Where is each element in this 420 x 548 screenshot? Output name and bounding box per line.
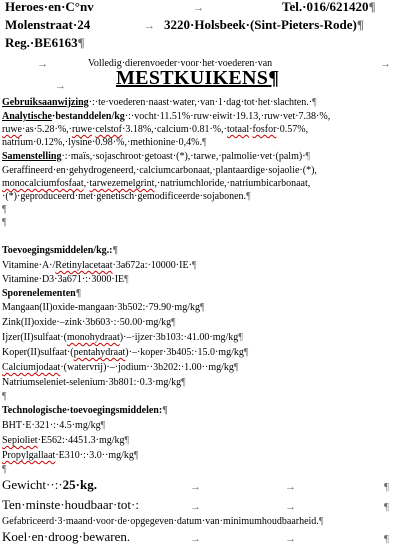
pilcrow-mark: ¶ xyxy=(201,137,207,148)
empty-paragraph xyxy=(2,217,7,229)
product-title-text: MESTKUIKENS xyxy=(116,67,269,89)
calcium-iodate-word: Calciumjodaat xyxy=(2,362,61,373)
pilcrow-mark: ¶ xyxy=(2,217,7,228)
pilcrow-mark: ¶ xyxy=(75,288,82,299)
calcium-iodate-text: ·(watervrij)·–·jodium··3b202:·1.00··mg/kg xyxy=(60,362,234,373)
copper-word: pentahydraat xyxy=(73,347,126,358)
zinc-line xyxy=(2,317,176,329)
pilcrow-mark: ¶ xyxy=(2,464,7,475)
pilcrow-mark: ¶ xyxy=(124,274,129,285)
tab-arrow: → xyxy=(285,481,296,493)
tab-arrow: → xyxy=(285,501,296,513)
propyl-gallate-text: ·E310·:·3.0··mg/kg xyxy=(55,450,134,461)
copper-text: Koper(II)sulfaat·( xyxy=(2,347,74,358)
technological-additives-heading xyxy=(2,405,168,417)
tab-arrow: → xyxy=(380,58,391,70)
sepiolite-text: ·E562:·4451.3·mg/kg xyxy=(37,435,125,446)
registration-text: Reg.·BE6163 xyxy=(5,35,78,50)
analytics-text: ·0.57%, xyxy=(276,124,309,135)
storage-text: Koel·en·droog·bewaren. xyxy=(2,529,131,544)
storage-line xyxy=(2,531,130,543)
composition-text: ,·natriumchloride,·natriumbicarbonaat, xyxy=(154,178,311,189)
zinc-text: Zink(II)oxide·–zink·3b603·:·50.00·mg/kg xyxy=(2,317,172,328)
analytics-text: · xyxy=(91,124,96,135)
composition-word: monocalciumfosfaat xyxy=(2,178,84,189)
analytics-word: fosfor xyxy=(252,124,277,135)
propyl-gallate-word: Propylgallaat xyxy=(2,450,56,461)
pilcrow-mark: ¶ xyxy=(384,533,389,545)
company-name-text: Heroes·en·C°nv xyxy=(5,0,94,14)
tab-arrow: → xyxy=(193,2,204,14)
tab-arrow: → xyxy=(37,58,48,70)
manufactured-text: Gefabriceerd·3·maand·voor·de·opgegeven·datum·van·minimumhoudbaarheid. xyxy=(2,516,319,527)
composition-label: Samenstelling xyxy=(2,151,62,162)
bht-line xyxy=(2,420,105,432)
shelf-life-line xyxy=(2,499,139,511)
tab-arrow: → xyxy=(190,533,201,545)
analytics-label-rest: ·bestanddelen/kg xyxy=(52,111,125,122)
pilcrow-mark: ¶ xyxy=(318,516,324,527)
vitamin-a-word: Retinylacetaat xyxy=(55,260,113,271)
usage-line xyxy=(2,97,317,109)
pilcrow-mark: ¶ xyxy=(368,0,376,14)
iron-text: Ijzer(II)sulfaat·( xyxy=(2,332,67,343)
pilcrow-mark: ¶ xyxy=(305,151,311,162)
pilcrow-mark: ¶ xyxy=(162,405,168,416)
pilcrow-mark: ¶ xyxy=(233,362,239,373)
composition-text: ·:·maïs,·sojaschroot·getoast·(*),·tarwe,·palmolie·vet·(palm)· xyxy=(61,151,306,162)
analytics-line-2 xyxy=(2,124,308,136)
weight-label: Gewicht··:· xyxy=(2,477,63,492)
analytics-text: natrium·0.12%,·lysine·0.98·%,·methionine·0,4%. xyxy=(2,137,202,148)
iron-line xyxy=(2,332,243,344)
subtitle-text: Volledig·dierenvoeder·voor·het·voederen·van xyxy=(88,58,273,69)
empty-paragraph xyxy=(2,391,7,403)
copper-line xyxy=(2,347,248,359)
pilcrow-mark: ¶ xyxy=(171,317,176,328)
pilcrow-mark: ¶ xyxy=(384,501,389,513)
additives-heading xyxy=(2,245,118,257)
street-text: Molenstraat·24 xyxy=(5,17,91,32)
composition-line-2 xyxy=(2,165,317,177)
composition-line-4 xyxy=(2,191,251,203)
city-address xyxy=(164,19,364,31)
pilcrow-mark: ¶ xyxy=(133,450,139,461)
manganese-line xyxy=(2,302,205,314)
street-address xyxy=(5,19,90,31)
pilcrow-mark: ¶ xyxy=(191,260,197,271)
analytics-word: celstof xyxy=(95,124,122,135)
calcium-iodate-line xyxy=(2,362,238,374)
analytics-text: ·3.18%,·calcium·0.81·%,· xyxy=(121,124,227,135)
usage-label: Gebruiksaanwijzing xyxy=(2,97,89,108)
composition-line-3 xyxy=(2,178,310,190)
manufactured-line xyxy=(2,516,323,528)
tab-arrow: → xyxy=(190,481,201,493)
weight-line xyxy=(2,479,97,491)
tab-arrow: → xyxy=(190,501,201,513)
empty-paragraph xyxy=(2,464,7,476)
pilcrow-mark: ¶ xyxy=(181,377,186,388)
pilcrow-mark: ¶ xyxy=(356,17,364,32)
pilcrow-mark: ¶ xyxy=(200,302,205,313)
shelf-life-label: Ten·minste·houdbaar·tot·: xyxy=(2,497,139,512)
sodium-selenite-line xyxy=(2,377,186,389)
analytics-text: ·:·vocht·11.51%·ruw·eiwit·19.13,·ruw·vet·7.38·%, xyxy=(124,111,331,122)
analytics-word: ruwe xyxy=(2,124,22,135)
sepiolite-word: Sepioliet xyxy=(2,435,38,446)
pilcrow-mark: ¶ xyxy=(246,191,251,202)
pilcrow-mark: ¶ xyxy=(2,391,7,402)
sodium-selenite-text: Natriumseleniet-selenium·3b801:·0.3·mg/kg xyxy=(2,377,182,388)
pilcrow-mark: ¶ xyxy=(312,97,317,108)
vitamin-d3-text: Vitamine·D3·3a671·:·3000·IE xyxy=(2,274,125,285)
iron-word: monohydraat xyxy=(66,332,120,343)
vitamin-d3-line xyxy=(2,274,129,286)
composition-text: Geraffineerd·en·gehydrogeneerd,·calciumcarbonaat,·plantaardige·sojaolie·(*), xyxy=(2,165,317,176)
vitamin-a-text: ·3a672a:·10000·IE· xyxy=(112,260,192,271)
composition-line-1 xyxy=(2,151,310,163)
weight-value: 25·kg. xyxy=(62,477,97,492)
bht-text: BHT·E·321·:·4.5·mg/kg xyxy=(2,420,101,431)
pilcrow-mark: ¶ xyxy=(77,35,85,50)
company-name xyxy=(5,1,94,13)
trace-elements-heading-text: Sporenelementen xyxy=(2,288,76,299)
composition-text: ,· xyxy=(83,178,90,189)
empty-paragraph xyxy=(2,204,7,216)
pilcrow-mark: ¶ xyxy=(100,420,106,431)
sepiolite-line xyxy=(2,435,129,447)
pilcrow-mark: ¶ xyxy=(268,67,280,89)
pilcrow-mark: ¶ xyxy=(384,481,389,493)
telephone-text: Tel.·016/621420 xyxy=(282,0,369,14)
composition-word: tarwezemelgrint xyxy=(89,178,155,189)
vitamin-a-text: Vitamine·A·/ xyxy=(2,260,56,271)
analytics-word: totaal xyxy=(226,124,250,135)
analytics-line-3 xyxy=(2,137,206,149)
tab-arrow: → xyxy=(285,533,296,545)
tab-arrow: → xyxy=(144,20,155,32)
pilcrow-mark: ¶ xyxy=(112,245,118,256)
trace-elements-heading xyxy=(2,288,81,300)
telephone-number xyxy=(282,1,376,13)
technological-additives-heading-text: Technologische·toevoegingsmiddelen: xyxy=(2,405,163,416)
tab-arrow: → xyxy=(55,80,66,92)
analytics-text: ·as·5.28·%,· xyxy=(22,124,72,135)
pilcrow-mark: ¶ xyxy=(243,347,249,358)
city-text: 3220·Holsbeek·(Sint-Pieters-Rode) xyxy=(164,17,357,32)
usage-text: ·:·te·voederen·naast·water,·van·1·dag·tot·het·slachten.· xyxy=(88,97,313,108)
iron-text: )·–·ijzer·3b103:·41.00·mg/kg xyxy=(119,332,239,343)
pilcrow-mark: ¶ xyxy=(2,204,7,215)
manganese-text: Mangaan(II)oxide-mangaan·3b502:·79.90·mg/kg xyxy=(2,302,200,313)
pilcrow-mark: ¶ xyxy=(124,435,130,446)
registration-number xyxy=(5,37,85,49)
vitamin-a-line xyxy=(2,260,196,272)
pilcrow-mark: ¶ xyxy=(238,332,243,343)
analytics-text: · xyxy=(249,124,253,135)
propyl-gallate-line xyxy=(2,450,138,462)
analytics-word: ruwe xyxy=(71,124,92,135)
analytics-line-1 xyxy=(2,111,330,123)
copper-text: )·–·koper·3b405:·15.0·mg/kg xyxy=(125,347,244,358)
additives-heading-text: Toevoegingsmiddelen/kg.: xyxy=(2,245,113,256)
analytics-label: Analytische xyxy=(2,111,52,122)
composition-text: ·(*)·geproduceerd·met·genetisch·gemodificeerde·sojabonen. xyxy=(2,191,247,202)
product-title xyxy=(116,67,280,89)
